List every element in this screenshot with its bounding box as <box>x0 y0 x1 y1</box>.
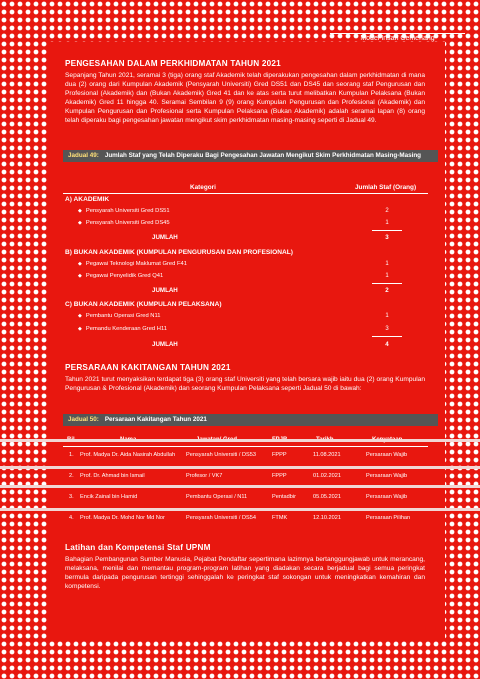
table49-group-c-total: 4 <box>385 341 389 348</box>
row-name: Pensyarah Universiti Gred DS45 <box>85 220 170 226</box>
section-title-persaraan: PERSARAAN KAKITANGAN TAHUN 2021 <box>65 363 231 372</box>
table49-title: Jumlah Staf yang Telah Diperaku Bagi Pengesahan Jawatan Mengikut Skim Perkhidmatan Masing-Masing <box>104 152 422 159</box>
table50-cell: 2. <box>69 473 74 479</box>
section-title-latihan: Latihan dan Kompetensi Staf UPNM <box>65 543 211 552</box>
table50-cell: Pensyarah Universiti / DS53 <box>186 452 256 458</box>
table50-cell: FTMK <box>272 515 288 521</box>
table50-cell: Persaraan Wajib <box>366 494 408 500</box>
table50-caption <box>63 414 438 426</box>
table50-cell: 01.02.2021 <box>313 473 341 479</box>
table50-cell: 05.05.2021 <box>313 494 341 500</box>
row-name: Pegawai Teknologi Maklumat Gred F41 <box>85 261 187 267</box>
table49-col-count: Jumlah Staf (Orang) <box>355 184 417 191</box>
total-rule <box>372 230 402 231</box>
table50-cell: 11.08.2021 <box>313 452 341 458</box>
table50-cell: 3. <box>69 494 74 500</box>
table49-col-category: Kategori <box>190 184 216 191</box>
row-value: 1 <box>385 261 389 267</box>
scan-strip <box>0 466 480 469</box>
section-title-pengesahan: PENGESAHAN DALAM PERKHIDMATAN TAHUN 2021 <box>65 59 281 68</box>
table50-cell: 12.10.2021 <box>313 515 341 521</box>
table49-caption <box>63 150 438 162</box>
table49-group-a-total: 3 <box>385 234 389 241</box>
table49-group-c-total-label: JUMLAH <box>152 341 178 348</box>
table50-cell: FPPP <box>272 473 287 479</box>
table50-label: Jadual 50: <box>68 416 99 423</box>
scan-strip <box>0 485 480 488</box>
persaraan-paragraph: Tahun 2021 turut menyaksikan terdapat tiga (3) orang staf Universiti yang telah bersara wajib iaitu dua (2) orang Kumpulan Pengurusan & Profesional (Akademik) dan seorang Kumpulan Pelaksana seperti Jadual 50 di bawah: <box>65 376 425 393</box>
table49-group-b-total-label: JUMLAH <box>152 287 178 294</box>
table49-row: ◆ Pensyarah Universiti Gred DS45 <box>78 220 170 226</box>
table49-row: ◆ Pegawai Penyelidik Gred Q41 <box>78 273 164 279</box>
table50-cell: Persaraan Wajib <box>366 473 408 479</box>
table49-header-rule <box>63 193 428 194</box>
table49-group-c-title: C) BUKAN AKADEMIK (KUMPULAN PELAKSANA) <box>65 301 222 308</box>
table50-cell: Pembantu Operasi / N11 <box>186 494 248 500</box>
table50-header-rule <box>63 446 428 447</box>
row-value: 1 <box>385 313 389 319</box>
row-value: 1 <box>385 273 389 279</box>
table49-label: Jadual 49: <box>68 152 99 159</box>
table50-title: Persaraan Kakitangan Tahun 2021 <box>104 416 207 423</box>
table49-group-b-title: B) BUKAN AKADEMIK (KUMPULAN PENGURUSAN DAN PROFESIONAL) <box>65 249 293 256</box>
table50-cell: Profesor / VK7 <box>186 473 223 479</box>
scan-strip <box>0 439 480 442</box>
table49-row: ◆ Pemandu Kenderaan Gred H11 <box>78 326 167 332</box>
row-name: Pensyarah Universiti Gred DS51 <box>85 208 170 214</box>
total-rule <box>372 283 402 284</box>
table49-row: ◆ Pegawai Teknologi Maklumat Gred F41 <box>78 261 187 267</box>
table49-row: ◆ Pembantu Operasi Gred N11 <box>78 313 161 319</box>
row-value: 2 <box>385 208 389 214</box>
header-label: Model Insan Cemerlang <box>330 33 465 42</box>
table50-cell: 4. <box>69 515 74 521</box>
table50-cell: Persaraan Wajib <box>366 452 408 458</box>
table49-group-a-total-label: JUMLAH <box>152 234 178 241</box>
table49-group-b-total: 2 <box>385 287 389 294</box>
table50-cell: Pentadbir <box>272 494 296 500</box>
table50-cell: FPPP <box>272 452 287 458</box>
table50-cell: Prof. Madya Dr. Aida Nasirah Abdullah <box>80 452 176 458</box>
table49-group-a-title: A) AKADEMIK <box>65 196 110 203</box>
table50-cell: Prof. Dr. Ahmad bin Ismail <box>80 473 145 479</box>
latihan-paragraph: Bahagian Pembangunan Sumber Manusia, Pejabat Pendaftar sepertimana lazimnya bertanggungjawab untuk merancang, melaksana, menilai dan memantau program-program latihan yang diadakan secara berjadual bagi semua peringkat bermula daripada pengurusan tertinggi sehinggalah ke peringkat staf sokongan untuk meningkatkan kemahiran dan kompetensi. <box>65 556 425 591</box>
table49-row: ◆ Pensyarah Universiti Gred DS51 <box>78 208 170 214</box>
pengesahan-paragraph: Sepanjang Tahun 2021, seramai 3 (tiga) orang staf Akademik telah diperakukan pengesahan dalam perkhidmatan di mana dua (2) orang dari Kumpulan Akademik (Pensyarah Universiti) Gred DS51 dan DS45 dan seorang staf Pengurusan dan Profesional (Akademik) dan (Bukan Akademik) Gred 41 dan ke atas serta turut melibatkan Kumpulan Pelaksana (Bukan Akademik) Gred 11 hingga 40. Seramai Sembilan 9 (9) orang Kumpulan Pengurusan dan Profesional (Akademik) dan Kumpulan Pengurusan dan Profesional serta Kumpulan Pelaksana (Bukan Akademik) adalah seramai lapan (8) orang telah diperaku bagi pengesahan jawatan mengikut skim perkhidmatan masing-masing seperti di Jadual 49. <box>65 72 425 125</box>
scan-strip <box>0 508 480 511</box>
total-rule <box>372 336 402 337</box>
table50-cell: Persaraan Pilihan <box>366 515 411 521</box>
table50-cell: Prof. Madya Dr. Mohd Nor Md Nor <box>80 515 165 521</box>
table50-cell: Pensyarah Universiti / DS54 <box>186 515 256 521</box>
row-name: Pegawai Penyelidik Gred Q41 <box>85 273 164 279</box>
row-value: 3 <box>385 326 389 332</box>
table50-cell: Encik Zainal bin Hamid <box>80 494 138 500</box>
row-name: Pemandu Kenderaan Gred H11 <box>85 326 167 332</box>
table50-cell: 1. <box>69 452 74 458</box>
row-value: 1 <box>385 220 389 226</box>
row-name: Pembantu Operasi Gred N11 <box>85 313 161 319</box>
